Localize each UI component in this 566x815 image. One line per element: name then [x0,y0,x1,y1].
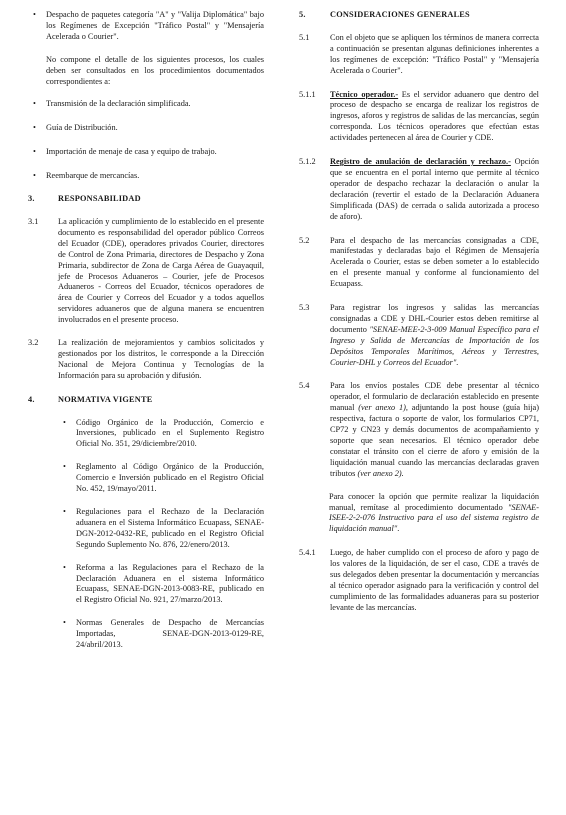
exclusion-bullet-list [28,99,264,182]
clause-5-2 [299,236,539,291]
clause-5-1 [299,33,539,77]
clause-number: 3.2 [28,338,39,348]
left-column [28,10,264,651]
clause-5-1-1 [299,90,539,145]
bullet-icon: • [63,618,66,628]
bullet-icon: • [33,147,36,157]
exclusion-intro: No compone el detalle de los siguientes procesos, los cuales deben ser consultados en los procedimientos documentados correspondientes a: [46,54,264,86]
regulation-item: • Reforma a las Regulaciones para el Rechazo de la Declaración Aduanera en el sistema Informático Ecuapass, SENAE-DGN-2013-0083-RE, publicado en el Registro Oficial No. 921, 27/marzo/2013. [63,562,264,605]
bullet-icon: • [63,417,66,427]
bullet-icon: • [33,99,36,109]
regulation-item: • Reglamento al Código Orgánico de la Producción, Comercio e Inversión publicado en el Registro Oficial No. 452, 19/mayo/2011. [63,462,264,494]
clause-text: Registro de anulación de declaración y rechazo.- Opción que se encuentra en el portal interno que permite al técnico operador de despacho rechazar la declaración o anular la declaración (revertir el estado de la Declaración Aduanera Simplificada (DAS) de cerrada o salida autorizada a proceso de aforo). [330,157,539,221]
bullet-icon: • [33,123,36,133]
clause-number: 5.2 [299,235,310,245]
bullet-icon: • [33,171,36,181]
clause-5-3 [299,303,539,368]
clause-number: 5.1 [299,32,310,42]
bullet-icon: • [33,10,36,19]
clause-text: Técnico operador.- Es el servidor aduanero que dentro del proceso de despacho se encarga de realizar los registros de ingresos, aforos y registros de salidas de las mercancías, según corresponda. Los técnicos operadores que efectúan estas actividades pertenecen al área de Courier y CDE. [330,89,539,143]
scope-bullet-item: • Despacho de paquetes categoría "A" y "Valija Diplomática" bajo los Regímenes de Excepción "Tráfico Postal" y "Mensajería Acelerada o Courier". [33,10,264,41]
right-column [299,10,539,614]
exclusion-item: • Importación de menaje de casa y equipo de trabajo. [33,147,217,157]
bullet-icon: • [63,462,66,472]
clause-number: 5.4 [299,381,310,391]
section-title: RESPONSABILIDAD [58,194,141,204]
section-title: CONSIDERACIONES GENERALES [330,10,470,19]
clause-5-1-2 [299,157,539,222]
bullet-icon: • [63,562,66,572]
annex-reference: (ver anexo 1) [358,403,406,413]
clause-number: 5.4.1 [299,548,316,558]
clause-text: Con el objeto que se apliquen los términos de manera correcta a continuación se presentan algunas definiciones inherentes a los regímenes de excepción: "Tráfico Postal" y "Mensajería Acelerada o Courier". [330,32,539,75]
clause-number: 5.1.2 [299,157,316,167]
clause-5-4 [299,381,539,479]
clause-3-2 [28,338,264,382]
section-number: 4. [28,394,35,404]
regulation-item: • Normas Generales de Despacho de Mercancías Importadas, SENAE-DGN-2013-0129-RE, 24/abril/2013. [63,618,264,650]
bullet-icon: • [63,507,66,516]
clause-5-4-paragraph-2: Para conocer la opción que permite realizar la liquidación manual, remítase al procedimiento documentado "SENAE-ISEE-2-2-076 Instructivo para el uso del sistema registro de liquidación manual". [329,491,539,534]
exclusion-item: • Transmisión de la declaración simplificada. [33,99,191,109]
defined-term: Técnico operador.- [330,89,399,99]
scope-bullet-list [28,10,264,43]
section-number: 3. [28,194,35,204]
section-3-heading [28,194,264,205]
clause-text: Luego, de haber cumplido con el proceso de aforo y pago de los valores de la liquidación, de ser el caso, CDE a través de sus delegados deben presentar la documentación y mercancías al técnico operador asignado para la verificación y control del cumplimiento de las formalidades aduaneras para su posterior levante de las mercancías. [330,548,539,612]
clause-text: Para registrar los ingresos y salidas las mercancías consignadas a CDE y DHL-Courier estos deben remitirse al documento "SENAE-MEE-2-3-009 Manual Específico para el Ingreso y Salida de Mercancías de Importación de los Depósitos Temporales Marítimos, Aéreos y Terrestres, Courier-DHL y Correos del Ecuador". [330,303,539,367]
clause-number: 3.1 [28,216,39,226]
clause-3-1 [28,217,264,326]
document-reference: "SENAE-MEE-2-3-009 Manual Específico para el Ingreso y Salida de Mercancías de Importación de los Depósitos Temporales Marítimos, Aéreos y Terrestres, Courier-DHL y Correos del Ecuador". [330,324,539,367]
clause-number: 5.3 [299,303,310,313]
defined-term: Registro de anulación de declaración y rechazo.- [330,157,511,167]
section-5-heading [299,10,539,21]
clause-number: 5.1.1 [299,89,316,99]
clause-text: La realización de mejoramientos y cambios solicitados y gestionados por los distritos, le corresponde a la Dirección Nacional de Mejora Continua y Tecnologías de la Información para su aprobación y difusión. [58,338,264,380]
regulation-list [58,418,264,651]
section-title: NORMATIVA VIGENTE [58,394,153,404]
section-4-heading [28,395,264,406]
clause-text: Para el despacho de las mercancías consignadas a CDE, manifestadas y declaradas bajo el Régimen de Mensajería Acelerada o Courier, estas se deben someter a lo establecido en el presente manual y conforme al funcionamiento del Ecuapass. [330,235,539,289]
exclusion-item: • Guía de Distribución. [33,123,118,133]
exclusion-item: • Reembarque de mercancías. [33,171,140,181]
clause-text: Para los envíos postales CDE debe presentar al técnico operador, el formulario de declaración establecido en presente manual (ver anexo 1), adjuntando la post house (guía hija) respectiva, factura o soporte de valor, los formularios CP71, CP72 y CN23 y demás documentos de acompañamiento y soporte que sean necesarios. El técnico operador debe constatar el tránsito con el cierre de aforo y emisión de la liquidación manual cuando las mercancías declaradas graven tributos (ver anexo 2). [330,381,540,478]
clause-text: La aplicación y cumplimiento de lo establecido en el presente documento es responsabilidad del operador público Correos del Ecuador (CDE), operadores privados Courier, directores de Control de Zona Primaria, directores de Despacho y Zona Primaria, subdirector de Zona de Carga Aérea de Guayaquil, jefe de Procesos Aduaneros – Courier, jefe de Procesos Aduaneros - Correos del Ecuador, técnicos operadores de área de Courier y Correos del Ecuador y a todos aquellos servidores aduaneros que de alguna manera se encuentren involucrados en el presente proceso. [58,216,264,325]
annex-reference: (ver anexo 2). [357,468,404,478]
clause-5-4-1 [299,548,539,613]
document-reference: "SENAE-ISEE-2-2-076 Instructivo para el uso del sistema registro de liquidación manual" [329,502,539,534]
section-number: 5. [299,10,306,19]
regulation-item: • Regulaciones para el Rechazo de la Declaración aduanera en el Sistema Informático Ecuapass, SENAE-DGN-2012-0432-RE, publicado en el Registro Oficial Segundo Suplemento No. 876, 22/enero/2013. [63,507,264,549]
regulation-item: • Código Orgánico de la Producción, Comercio e Inversiones, publicado en el Suplemento Registro Oficial No. 351, 29/diciembre/2010. [63,417,264,449]
